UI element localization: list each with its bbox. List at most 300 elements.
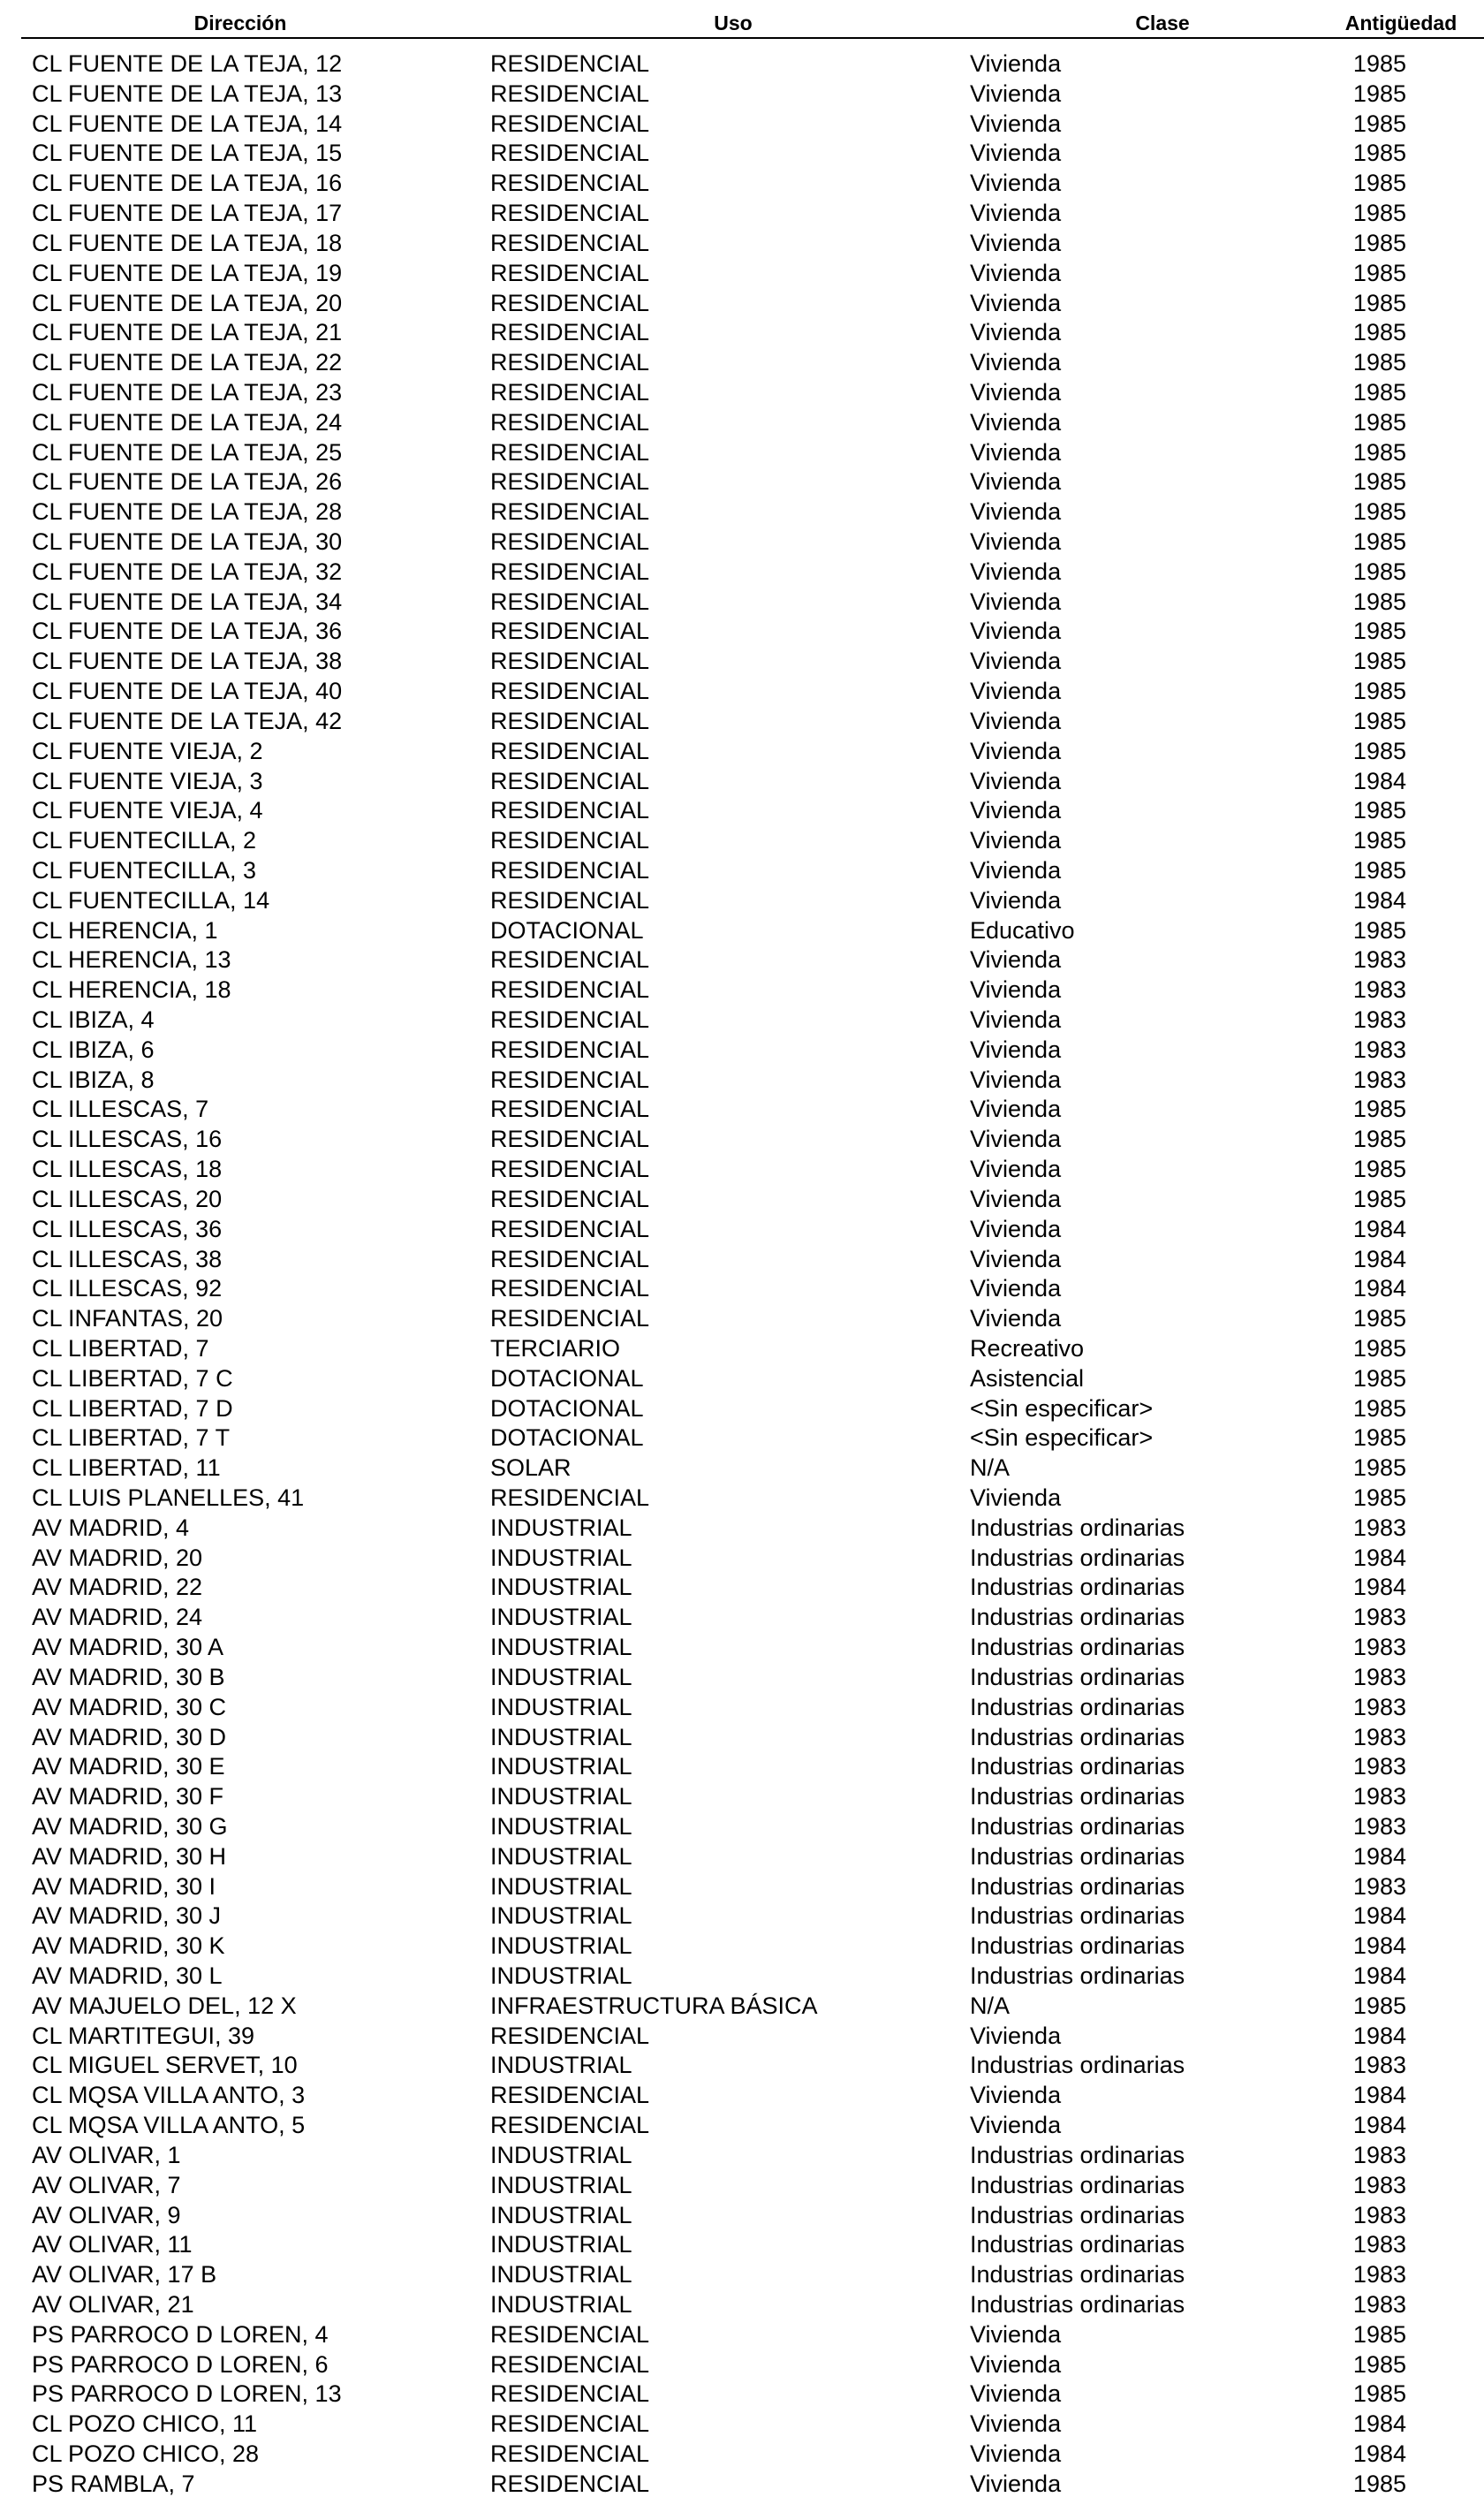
cell-uso: INDUSTRIAL [490,1634,632,1661]
cell-direccion: CL FUENTE DE LA TEJA, 17 [32,200,343,227]
cell-direccion: CL FUENTE DE LA TEJA, 23 [32,378,343,406]
cell-direccion: CL FUENTE DE LA TEJA, 28 [32,498,343,526]
table-row [0,1693,1484,1723]
cell-clase: Educativo [970,916,1075,944]
cell-antiguedad: 1985 [1352,378,1406,406]
cell-clase: Vivienda [970,468,1062,496]
cell-antiguedad: 1985 [1352,797,1406,824]
cell-direccion: AV MADRID, 30 A [32,1634,224,1661]
cell-clase: Vivienda [970,1215,1062,1242]
cell-direccion: AV MADRID, 20 [32,1544,203,1571]
cell-direccion: CL LIBERTAD, 11 [32,1454,221,1482]
table-row [0,1245,1484,1275]
table-row [0,528,1484,558]
cell-clase: Industrias ordinarias [970,2171,1185,2198]
cell-uso: RESIDENCIAL [490,1484,650,1511]
cell-antiguedad: 1985 [1352,229,1406,256]
cell-clase: Industrias ordinarias [970,2201,1185,2228]
cell-antiguedad: 1985 [1352,588,1406,615]
cell-uso: INDUSTRIAL [490,1962,632,1989]
cell-antiguedad: 1985 [1352,648,1406,675]
table-row [0,617,1484,647]
cell-uso: RESIDENCIAL [490,2410,650,2438]
cell-antiguedad: 1985 [1352,140,1406,167]
cell-antiguedad: 1985 [1352,349,1406,376]
cell-antiguedad: 1985 [1352,1096,1406,1123]
cell-uso: INDUSTRIAL [490,1544,632,1571]
cell-direccion: AV MADRID, 30 D [32,1723,227,1750]
cell-clase: Vivienda [970,349,1062,376]
cell-direccion: CL MARTITEGUI, 39 [32,2022,255,2049]
cell-uso: RESIDENCIAL [490,648,650,675]
cell-uso: RESIDENCIAL [490,468,650,496]
cell-antiguedad: 1983 [1352,2231,1406,2258]
cell-antiguedad: 1985 [1352,2380,1406,2408]
cell-clase: Vivienda [970,229,1062,256]
cell-uso: RESIDENCIAL [490,618,650,645]
table-row [0,1663,1484,1693]
cell-antiguedad: 1984 [1352,1574,1406,1601]
cell-direccion: AV OLIVAR, 21 [32,2290,194,2318]
cell-direccion: AV MADRID, 30 L [32,1962,223,1989]
cell-direccion: CL POZO CHICO, 28 [32,2440,260,2467]
cell-direccion: CL MQSA VILLA ANTO, 5 [32,2112,306,2139]
cell-uso: INDUSTRIAL [490,2261,632,2288]
cell-direccion: CL FUENTE DE LA TEJA, 40 [32,678,343,705]
cell-uso: INDUSTRIAL [490,1663,632,1690]
cell-clase: Industrias ordinarias [970,1872,1185,1900]
cell-antiguedad: 1985 [1352,1992,1406,2019]
cell-antiguedad: 1985 [1352,468,1406,496]
cell-clase: Vivienda [970,2380,1062,2408]
cell-clase: Vivienda [970,528,1062,555]
cell-uso: RESIDENCIAL [490,558,650,585]
table-row [0,1423,1484,1454]
header-uso: Uso [714,11,753,34]
cell-clase: Vivienda [970,1066,1062,1093]
cell-direccion: CL FUENTE DE LA TEJA, 36 [32,618,343,645]
table-body [0,49,1484,2500]
cell-clase: Vivienda [970,737,1062,764]
cell-antiguedad: 1984 [1352,1962,1406,1989]
cell-uso: RESIDENCIAL [490,737,650,764]
table-row [0,169,1484,199]
cell-direccion: CL LIBERTAD, 7 C [32,1364,233,1392]
cell-uso: RESIDENCIAL [490,1126,650,1153]
cell-direccion: CL IBIZA, 8 [32,1066,155,1093]
cell-direccion: AV MADRID, 24 [32,1604,203,1631]
cell-direccion: CL FUENTE DE LA TEJA, 14 [32,110,343,137]
cell-uso: RESIDENCIAL [490,678,650,705]
table-row [0,1185,1484,1215]
cell-uso: INDUSTRIAL [490,1723,632,1750]
cell-clase: Vivienda [970,946,1062,974]
table-row [0,916,1484,946]
table-row [0,2201,1484,2231]
cell-clase: Industrias ordinarias [970,2141,1185,2168]
cell-uso: RESIDENCIAL [490,946,650,974]
cell-uso: INDUSTRIAL [490,1872,632,1900]
cell-direccion: CL FUENTE DE LA TEJA, 42 [32,707,343,734]
cell-clase: Vivienda [970,1006,1062,1033]
table-row [0,1364,1484,1394]
cell-direccion: AV OLIVAR, 11 [32,2231,193,2258]
table-row [0,259,1484,289]
cell-direccion: CL ILLESCAS, 7 [32,1096,209,1123]
table-row [0,1992,1484,2022]
table-row [0,588,1484,618]
cell-clase: Industrias ordinarias [970,1932,1185,1960]
table-row [0,1334,1484,1364]
table-row [0,1036,1484,1066]
cell-clase: Vivienda [970,2410,1062,2438]
table-row [0,2470,1484,2500]
table-row [0,2022,1484,2052]
cell-direccion: CL FUENTE DE LA TEJA, 13 [32,80,343,107]
cell-antiguedad: 1985 [1352,1484,1406,1511]
cell-clase: Vivienda [970,797,1062,824]
cell-antiguedad: 1983 [1352,1783,1406,1810]
cell-uso: RESIDENCIAL [490,886,650,914]
table-row [0,1633,1484,1663]
cell-clase: Industrias ordinarias [970,2231,1185,2258]
cell-uso: RESIDENCIAL [490,588,650,615]
table-row [0,348,1484,378]
cell-direccion: AV MADRID, 30 G [32,1812,228,1840]
cell-direccion: AV MADRID, 30 E [32,1753,225,1780]
cell-antiguedad: 1983 [1352,1663,1406,1690]
cell-antiguedad: 1984 [1352,1842,1406,1870]
cell-clase: Vivienda [970,378,1062,406]
cell-antiguedad: 1983 [1352,976,1406,1004]
cell-uso: RESIDENCIAL [490,827,650,854]
table-row [0,2260,1484,2290]
cell-antiguedad: 1985 [1352,916,1406,944]
cell-antiguedad: 1983 [1352,1693,1406,1720]
cell-direccion: CL FUENTE DE LA TEJA, 38 [32,648,343,675]
cell-antiguedad: 1983 [1352,1604,1406,1631]
cell-clase: Industrias ordinarias [970,1812,1185,1840]
table-row [0,975,1484,1006]
cell-direccion: CL LIBERTAD, 7 [32,1334,209,1362]
cell-clase: Vivienda [970,2320,1062,2348]
cell-uso: INDUSTRIAL [490,1753,632,1780]
cell-antiguedad: 1983 [1352,2290,1406,2318]
cell-direccion: CL ILLESCAS, 20 [32,1185,223,1212]
cell-uso: INDUSTRIAL [490,1783,632,1810]
table-row [0,796,1484,826]
cell-uso: RESIDENCIAL [490,976,650,1004]
cell-uso: INDUSTRIAL [490,2201,632,2228]
cell-direccion: PS RAMBLA, 7 [32,2470,195,2497]
cell-clase: Industrias ordinarias [970,2052,1185,2079]
table-row [0,110,1484,140]
cell-antiguedad: 1985 [1352,50,1406,77]
cell-antiguedad: 1985 [1352,1305,1406,1332]
cell-direccion: CL LUIS PLANELLES, 41 [32,1484,305,1511]
table-row [0,1723,1484,1753]
cell-uso: RESIDENCIAL [490,170,650,197]
cell-clase: Vivienda [970,1484,1062,1511]
table-row [0,1842,1484,1872]
cell-direccion: AV MADRID, 30 B [32,1663,225,1690]
cell-uso: INDUSTRIAL [490,1514,632,1541]
table-row [0,318,1484,348]
cell-uso: RESIDENCIAL [490,2470,650,2497]
cell-antiguedad: 1984 [1352,1902,1406,1930]
cell-antiguedad: 1985 [1352,1454,1406,1482]
cell-direccion: CL FUENTE DE LA TEJA, 20 [32,289,343,316]
cell-direccion: CL FUENTE DE LA TEJA, 26 [32,468,343,496]
cell-clase: Vivienda [970,1096,1062,1123]
table-row [0,2320,1484,2350]
cell-direccion: CL ILLESCAS, 18 [32,1156,223,1183]
cell-antiguedad: 1985 [1352,528,1406,555]
table-row [0,767,1484,797]
cell-antiguedad: 1985 [1352,737,1406,764]
cell-direccion: CL MQSA VILLA ANTO, 3 [32,2082,306,2109]
cell-uso: RESIDENCIAL [490,1305,650,1332]
cell-direccion: PS PARROCO D LOREN, 4 [32,2320,329,2348]
cell-clase: Vivienda [970,80,1062,107]
cell-direccion: CL FUENTE DE LA TEJA, 34 [32,588,343,615]
cell-direccion: CL ILLESCAS, 36 [32,1215,223,1242]
table-row [0,467,1484,497]
cell-antiguedad: 1985 [1352,1126,1406,1153]
cell-uso: INDUSTRIAL [490,2231,632,2258]
table-row [0,558,1484,588]
cell-antiguedad: 1985 [1352,1394,1406,1422]
cell-direccion: AV OLIVAR, 9 [32,2201,181,2228]
cell-clase: <Sin especificar> [970,1424,1154,1452]
cell-antiguedad: 1984 [1352,1544,1406,1571]
cell-clase: Vivienda [970,200,1062,227]
cell-uso: RESIDENCIAL [490,1275,650,1302]
cell-uso: RESIDENCIAL [490,528,650,555]
cell-clase: Vivienda [970,618,1062,645]
cell-uso: RESIDENCIAL [490,1245,650,1272]
cell-uso: RESIDENCIAL [490,2380,650,2408]
cell-clase: Vivienda [970,976,1062,1004]
table-row [0,2230,1484,2260]
cell-antiguedad: 1985 [1352,259,1406,286]
cell-uso: INFRAESTRUCTURA BÁSICA [490,1992,818,2019]
cell-clase: Vivienda [970,856,1062,884]
cell-clase: Vivienda [970,498,1062,526]
cell-antiguedad: 1984 [1352,1275,1406,1302]
cell-uso: INDUSTRIAL [490,2171,632,2198]
cell-uso: INDUSTRIAL [490,1842,632,1870]
cell-clase: N/A [970,1454,1011,1482]
cell-direccion: CL ILLESCAS, 92 [32,1275,223,1302]
cell-direccion: CL FUENTECILLA, 2 [32,827,257,854]
cell-direccion: CL FUENTE DE LA TEJA, 21 [32,319,343,346]
cell-direccion: CL POZO CHICO, 11 [32,2410,258,2438]
cell-direccion: AV MAJUELO DEL, 12 X [32,1992,297,2019]
cell-uso: INDUSTRIAL [490,1574,632,1601]
cell-antiguedad: 1985 [1352,618,1406,645]
table-header [21,5,1484,39]
cell-antiguedad: 1983 [1352,946,1406,974]
table-row [0,199,1484,229]
table-row [0,707,1484,737]
cell-clase: Industrias ordinarias [970,1783,1185,1810]
cell-antiguedad: 1985 [1352,678,1406,705]
cell-clase: Industrias ordinarias [970,1574,1185,1601]
cell-direccion: CL FUENTE DE LA TEJA, 24 [32,408,343,436]
cell-uso: RESIDENCIAL [490,80,650,107]
cell-clase: Vivienda [970,2350,1062,2378]
cell-direccion: CL FUENTE VIEJA, 2 [32,737,263,764]
cell-clase: Vivienda [970,2082,1062,2109]
cell-antiguedad: 1984 [1352,2082,1406,2109]
cell-uso: RESIDENCIAL [490,767,650,794]
cell-clase: Vivienda [970,767,1062,794]
cell-uso: RESIDENCIAL [490,378,650,406]
cell-uso: INDUSTRIAL [490,2052,632,2079]
cell-direccion: CL HERENCIA, 13 [32,946,231,974]
cell-direccion: CL MIGUEL SERVET, 10 [32,2052,298,2079]
cell-clase: Vivienda [970,140,1062,167]
table-row [0,1454,1484,1484]
cell-antiguedad: 1985 [1352,2470,1406,2497]
cell-clase: Vivienda [970,438,1062,466]
cell-uso: RESIDENCIAL [490,2320,650,2348]
cell-uso: RESIDENCIAL [490,2082,650,2109]
cell-clase: Vivienda [970,558,1062,585]
table-row [0,2171,1484,2201]
cell-clase: Vivienda [970,588,1062,615]
cell-uso: INDUSTRIAL [490,1812,632,1840]
cell-uso: DOTACIONAL [490,1424,644,1452]
cell-uso: INDUSTRIAL [490,1932,632,1960]
cell-uso: RESIDENCIAL [490,1096,650,1123]
table-row [0,1932,1484,1962]
cell-direccion: CL FUENTE DE LA TEJA, 15 [32,140,343,167]
cell-direccion: CL INFANTAS, 20 [32,1305,223,1332]
table-row [0,80,1484,110]
cell-antiguedad: 1983 [1352,2261,1406,2288]
cell-antiguedad: 1985 [1352,438,1406,466]
cell-antiguedad: 1985 [1352,80,1406,107]
cell-uso: RESIDENCIAL [490,110,650,137]
cell-clase: Vivienda [970,259,1062,286]
cell-direccion: AV MADRID, 30 H [32,1842,227,1870]
table-row [0,2440,1484,2470]
cell-clase: Vivienda [970,2022,1062,2049]
table-row [0,1484,1484,1514]
cell-clase: Vivienda [970,1245,1062,1272]
table-row [0,1215,1484,1245]
cell-clase: Vivienda [970,289,1062,316]
cell-uso: RESIDENCIAL [490,1185,650,1212]
cell-antiguedad: 1985 [1352,2320,1406,2348]
cell-clase: Industrias ordinarias [970,1693,1185,1720]
cell-antiguedad: 1983 [1352,1036,1406,1063]
cell-direccion: AV MADRID, 22 [32,1574,203,1601]
cell-direccion: PS PARROCO D LOREN, 13 [32,2380,342,2408]
cell-antiguedad: 1983 [1352,2171,1406,2198]
cell-antiguedad: 1984 [1352,1215,1406,1242]
cell-direccion: CL FUENTE DE LA TEJA, 32 [32,558,343,585]
table-row [0,2141,1484,2171]
cell-clase: Vivienda [970,50,1062,77]
cell-uso: INDUSTRIAL [490,1902,632,1930]
cell-antiguedad: 1985 [1352,170,1406,197]
table-row [0,2051,1484,2081]
cell-clase: Recreativo [970,1334,1085,1362]
cell-direccion: CL FUENTE DE LA TEJA, 30 [32,528,343,555]
table-row [0,438,1484,468]
cell-direccion: CL ILLESCAS, 38 [32,1245,223,1272]
cell-clase: Vivienda [970,2470,1062,2497]
cell-direccion: CL FUENTECILLA, 3 [32,856,257,884]
cell-uso: RESIDENCIAL [490,1066,650,1093]
cell-uso: INDUSTRIAL [490,2141,632,2168]
table-row [0,1752,1484,1782]
cell-direccion: CL FUENTE DE LA TEJA, 12 [32,50,343,77]
table-row [0,1812,1484,1842]
cell-clase: Industrias ordinarias [970,1842,1185,1870]
cell-clase: Vivienda [970,1275,1062,1302]
cell-antiguedad: 1983 [1352,1753,1406,1780]
cell-uso: RESIDENCIAL [490,1215,650,1242]
cell-clase: Industrias ordinarias [970,1514,1185,1541]
cell-antiguedad: 1983 [1352,1812,1406,1840]
table-row [0,1901,1484,1932]
cell-antiguedad: 1983 [1352,2052,1406,2079]
table-row [0,2290,1484,2320]
cell-uso: RESIDENCIAL [490,50,650,77]
cell-clase: Asistencial [970,1364,1085,1392]
cell-clase: Vivienda [970,1126,1062,1153]
cell-direccion: AV MADRID, 30 K [32,1932,225,1960]
cell-clase: Industrias ordinarias [970,1634,1185,1661]
cell-antiguedad: 1983 [1352,1634,1406,1661]
cell-antiguedad: 1985 [1352,110,1406,137]
cell-clase: N/A [970,1992,1011,2019]
cell-antiguedad: 1984 [1352,2112,1406,2139]
table-row [0,229,1484,259]
cell-antiguedad: 1985 [1352,1334,1406,1362]
table-row [0,1006,1484,1036]
table-row [0,856,1484,886]
cell-clase: Industrias ordinarias [970,2261,1185,2288]
cell-uso: INDUSTRIAL [490,1693,632,1720]
table-row [0,647,1484,677]
table-row [0,677,1484,707]
cell-uso: RESIDENCIAL [490,140,650,167]
cell-clase: Vivienda [970,648,1062,675]
cell-clase: Industrias ordinarias [970,1753,1185,1780]
header-clase: Clase [1135,11,1190,34]
table-row [0,2350,1484,2380]
cell-antiguedad: 1985 [1352,408,1406,436]
cell-antiguedad: 1985 [1352,319,1406,346]
table-row [0,1274,1484,1304]
cell-antiguedad: 1985 [1352,289,1406,316]
cell-antiguedad: 1985 [1352,856,1406,884]
table-row [0,2380,1484,2410]
cell-direccion: CL IBIZA, 6 [32,1036,155,1063]
table-row [0,1304,1484,1334]
cell-direccion: AV OLIVAR, 1 [32,2141,181,2168]
cell-uso: RESIDENCIAL [490,1006,650,1033]
cell-clase: Vivienda [970,827,1062,854]
cell-antiguedad: 1983 [1352,1006,1406,1033]
cell-uso: RESIDENCIAL [490,2350,650,2378]
cell-clase: Vivienda [970,1036,1062,1063]
